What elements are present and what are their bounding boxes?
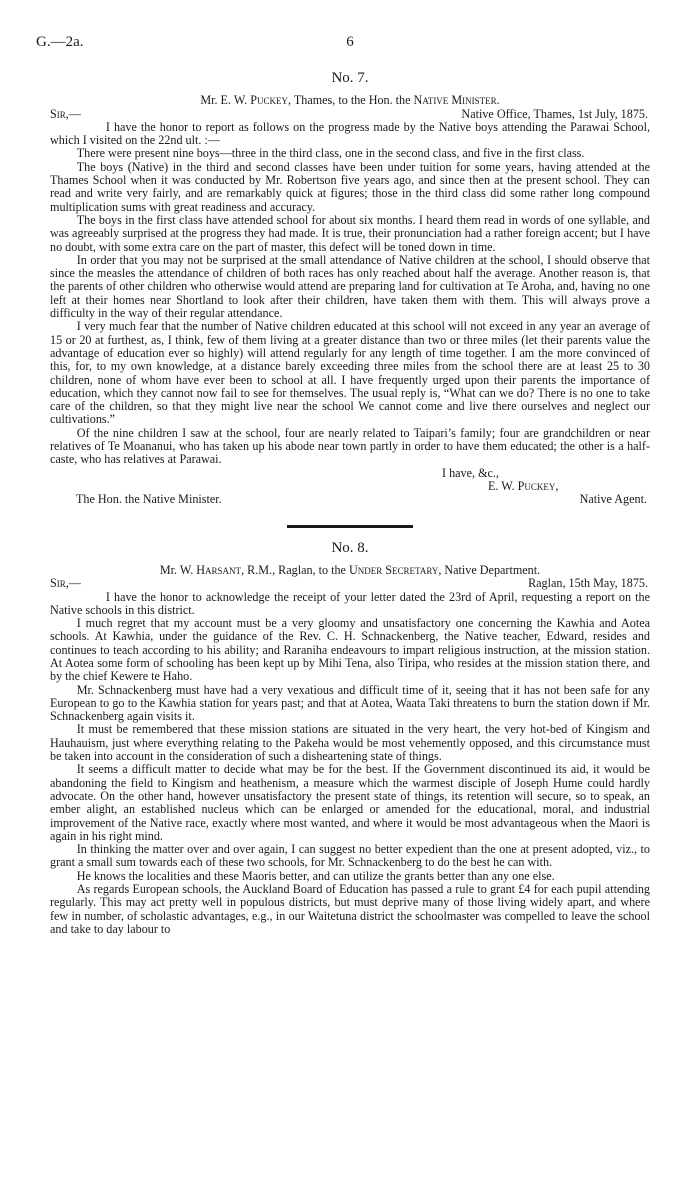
page-number: 6: [346, 34, 354, 50]
page-header: [36, 34, 650, 58]
paragraph: It seems a difficult matter to decide what may be for the best. If the Government discontinued its aid, it would be abandoning the field to Kingism and heathenism, a measure which the warmest disciple of Joseph Hume could hardly advocate. On the other hand, however unsatisfactory the present state of things, its retention will secure, so to speak, an ember alight, an established nucleus which can be enlarged or amended for the educational, moral, and industrial improvement of the Native race, exactly where most wanted, and where it would be most advantageous when the Maori is again in his right mind.: [50, 762, 650, 843]
letter-caption: Mr. E. W. Puckey, Thames, to the Hon. the Native Minister.: [200, 93, 500, 108]
paragraph: The boys in the first class have attended school for about six months. I heard them read in words of one syllable, and was agreeably surprised at the progress they had made. It is true, their pronunciation had a rather foreign accent; but I have no doubt, with some extra care on the part of master, this defect will be toned down in time.: [50, 212, 650, 254]
letter-7: [50, 72, 650, 507]
section-divider: [287, 525, 413, 528]
paragraph: I have the honor to report as follows on the progress made by the Native boys attending the Parawai School, which I visited on the 22nd ult. :—: [50, 119, 650, 148]
paragraph: I very much fear that the number of Native children educated at this school will not exceed in any year an average of 15 or 20 at furthest, as, I think, few of them living at a greater distance than two or three miles (let their parents value the advantage of education ever so highly) will attend regularly for any length of time together. I am the more convinced of this, for, to my own knowledge, at a distance barely exceeding three miles from the school there are at least 25 to 30 children, none of whom have ever been to school at all. I have frequently urged upon their parents the importance of education, which they cannot now fail to see for themselves. The usual reply is, “What can we do? There is no one to take care of the children, so that they might live near the school We cannot come and live there ourselves and neglect our cultivations.”: [50, 319, 650, 427]
place-date: Raglan, 15th May, 1875.: [528, 576, 648, 591]
letter-caption: Mr. W. Harsant, R.M., Raglan, to the Under Secretary, Native Department.: [159, 562, 541, 577]
document-reference: G.—2a.: [36, 34, 84, 50]
signature-block: [50, 467, 650, 507]
paragraph: The boys (Native) in the third and second classes have been under tuition for some years, having attended at the Thames School when it was conducted by Mr. Robertson five years ago, and since then at the present school. They can read and write very fairly, and are remarkably quick at figures; those in the third class did some rather long compound multiplication sums with great readiness and accuracy.: [50, 159, 650, 214]
paragraph: In thinking the matter over and over again, I can suggest no better expedient than the one at present adopted, viz., to grant a small sum towards each of these two schools, for Mr. Schnackenberg to do the best he can with.: [50, 842, 650, 870]
sender-name: Harsant: [196, 562, 242, 577]
paragraph: I much regret that my account must be a very gloomy and unsatisfactory one concerning the Kawhia and Aotea schools. At Kawhia, under the guidance of the Rev. C. H. Schnackenberg, the Native teacher, Edward, resides and continues to teach according to his ability; and Raraniha endeavours to impart religious instruction, at the mission station. At Aotea some form of schooling has been kept up by Mihi Tena, also Tiripa, who resides at the mission station there, and by the chief Kewere te Haho.: [50, 616, 650, 684]
recipient-name: Native Minister: [413, 93, 497, 108]
paragraph: There were present nine boys—three in the third class, one in the second class, and five in the first class.: [76, 146, 585, 161]
paragraph: Of the nine children I saw at the school, four are nearly related to Taipari’s family; four are grandchildren or near relatives of Te Moananui, who has taken up his abode near town partly in order to have them educated; the other is a half-caste, who has relatives at Parawai.: [50, 425, 650, 467]
sender-name: Puckey: [250, 93, 288, 108]
addressee: The Hon. the Native Minister.: [76, 491, 222, 506]
signature: E. W. Puckey,: [488, 478, 559, 493]
salutation: Sir,—: [50, 106, 81, 121]
paragraph: As regards European schools, the Auckland Board of Education has passed a rule to grant £4 for each pupil attending regularly. This may act pretty well in populous districts, but must deprive many of those living widely apart, and where few in number, of scholastic advantages, e.g., in our Waitetuna district the schoolmaster was compelled to leave the school and take to day labour to: [50, 882, 650, 936]
paragraph: In order that you may not be surprised at the small attendance of Native children at the school, I should observe that since the measles the attendance of children of both races has only reached about half the average. Another reason is, that the parents of other children who otherwise would attend are preparing land for cultivation at Te Aroha, and, having no one left at their homes near Shortland to look after their children, have taken them with them. This will always prove a difficulty in the way of their regular attendance.: [50, 252, 650, 321]
salutation-line: [50, 108, 650, 121]
closing: I have, &c.,: [442, 465, 499, 480]
signer-title: Native Agent.: [579, 491, 647, 506]
letter-number: No. 7.: [331, 70, 369, 86]
recipient-name: Under Secretary: [348, 562, 439, 577]
paragraph: Mr. Schnackenberg must have had a very vexatious and difficult time of it, seeing that it has not been safe for any European to go to the Kawhia station for years past; and that at Aotea, Waata Taki threatens to burn the station down if Mr. Schnackenberg again visits it.: [50, 682, 650, 724]
salutation-line: [50, 577, 650, 590]
paragraph: It must be remembered that these mission stations are situated in the very heart, the very hot-bed of Kingism and Hauhauism, just where everything relating to the Pakeha would be most vehemently opposed, and this circumstance must be taken into account in the consideration of such a disheartening state of things.: [50, 722, 650, 764]
letter-8: [50, 539, 650, 937]
letter-number: No. 8.: [331, 539, 369, 556]
paragraph: He knows the localities and these Maoris better, and can utilize the grants better than any one else.: [76, 868, 555, 883]
paragraph: I have the honor to acknowledge the receipt of your letter dated the 23rd of April, requesting a report on the Native schools in this district.: [50, 589, 650, 617]
place-date: Native Office, Thames, 1st July, 1875.: [461, 106, 648, 121]
salutation: Sir,—: [50, 576, 81, 591]
